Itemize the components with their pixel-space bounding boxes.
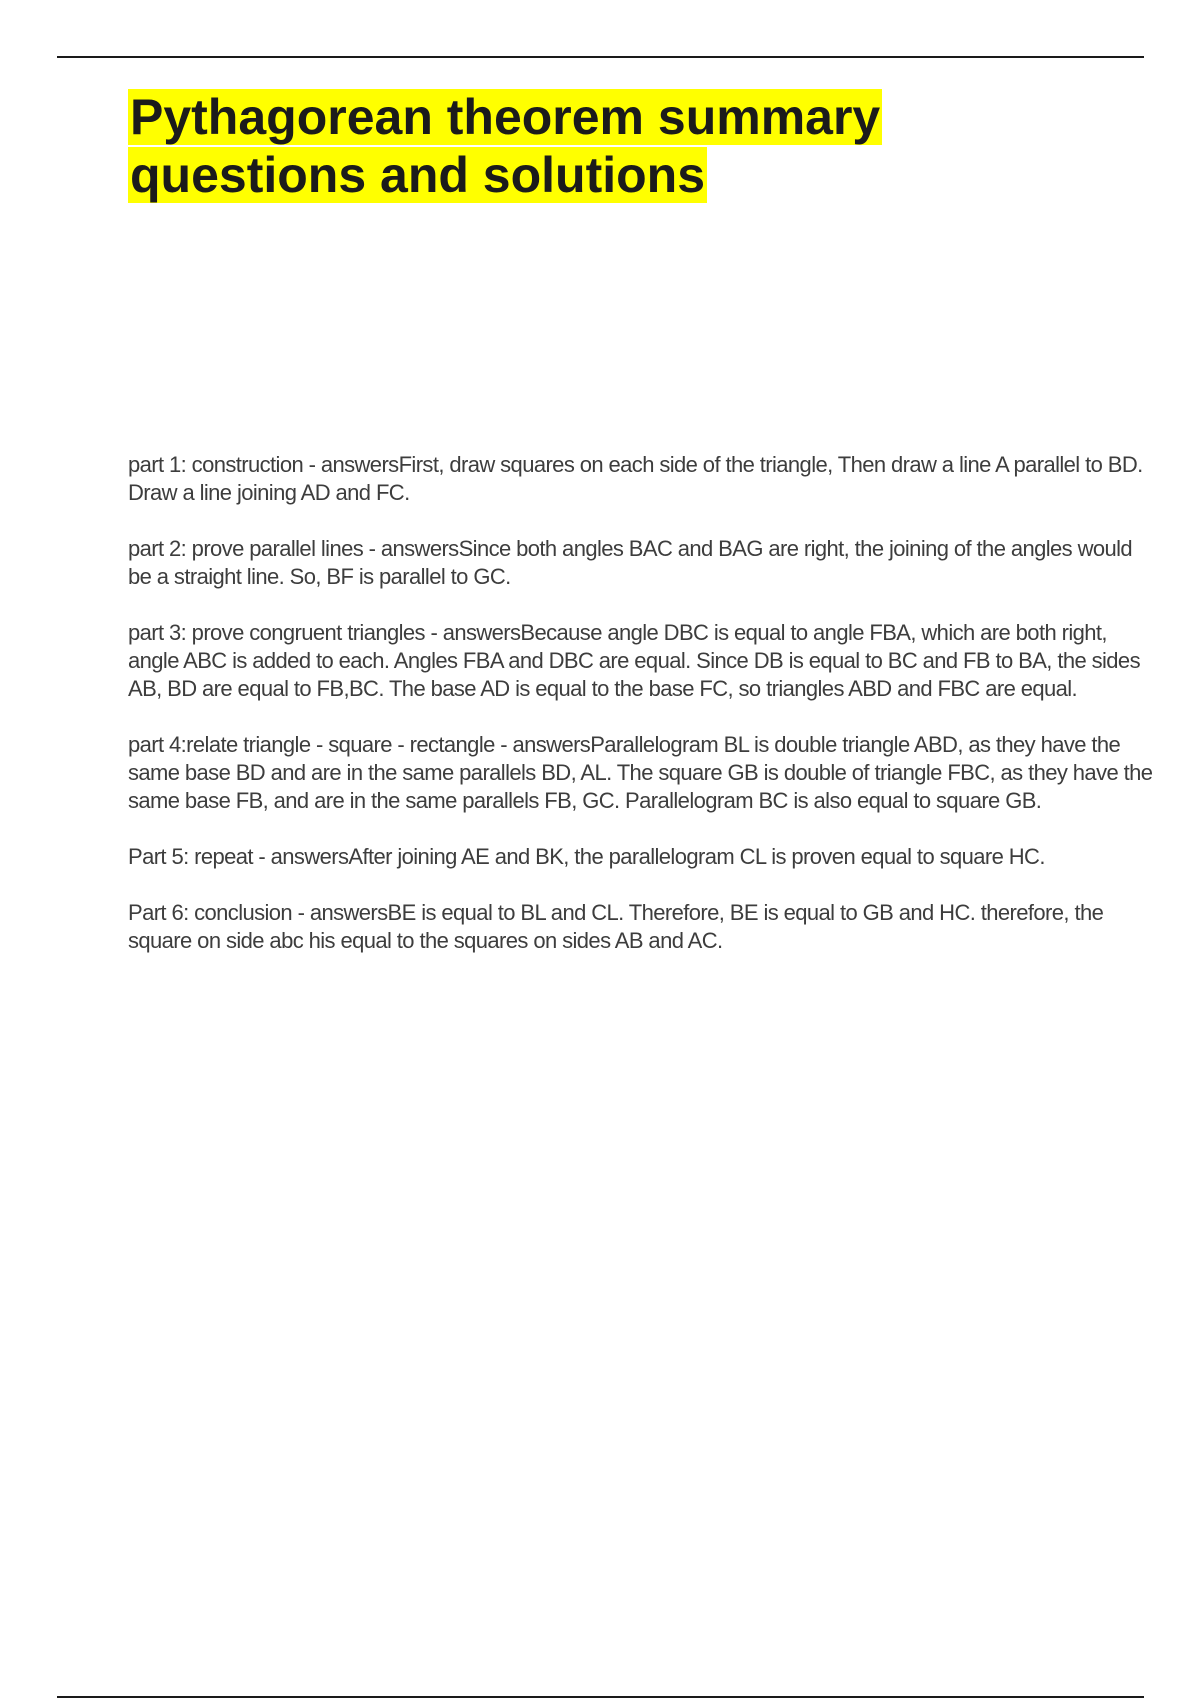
qa-entry-part-3: part 3: prove congruent triangles - answersBecause angle DBC is equal to angle FBA, which are both right, angle ABC is added to each. Angles FBA and DBC are equal. Since DB is equal to BC and FB to BA, the sides AB, BD are equal to FB,BC. The base AD is equal to the base FC, so triangles ABD and FBC are equal.	[128, 620, 1140, 701]
qa-entry-part-1: part 1: construction - answersFirst, draw squares on each side of the triangle, Then draw a line A parallel to BD. Draw a line joining AD and FC.	[128, 452, 1143, 505]
qa-entry-part-5: Part 5: repeat - answersAfter joining AE and BK, the parallelogram CL is proven equal to square HC.	[128, 844, 1045, 869]
qa-entry-part-4: part 4:relate triangle - square - rectangle - answersParallelogram BL is double triangle ABD, as they have the same base BD and are in the same parallels BD, AL. The square GB is double of triangle FBC, as they have the same base FB, and are in the same parallels FB, GC. Parallelogram BC is also equal to square GB.	[128, 732, 1153, 813]
qa-entry-part-2: part 2: prove parallel lines - answersSince both angles BAC and BAG are right, the joining of the angles would be a straight line. So, BF is parallel to GC.	[128, 536, 1133, 589]
qa-list	[128, 451, 1158, 983]
document-title-highlight: Pythagorean theorem summary questions and solutions	[130, 89, 881, 203]
bottom-divider	[57, 1696, 1144, 1698]
qa-entry-part-6: Part 6: conclusion - answersBE is equal to BL and CL. Therefore, BE is equal to GB and HC. therefore, the square on side abc his equal to the squares on sides AB and AC.	[128, 900, 1104, 953]
document-title	[128, 88, 1128, 204]
top-divider	[57, 56, 1144, 58]
